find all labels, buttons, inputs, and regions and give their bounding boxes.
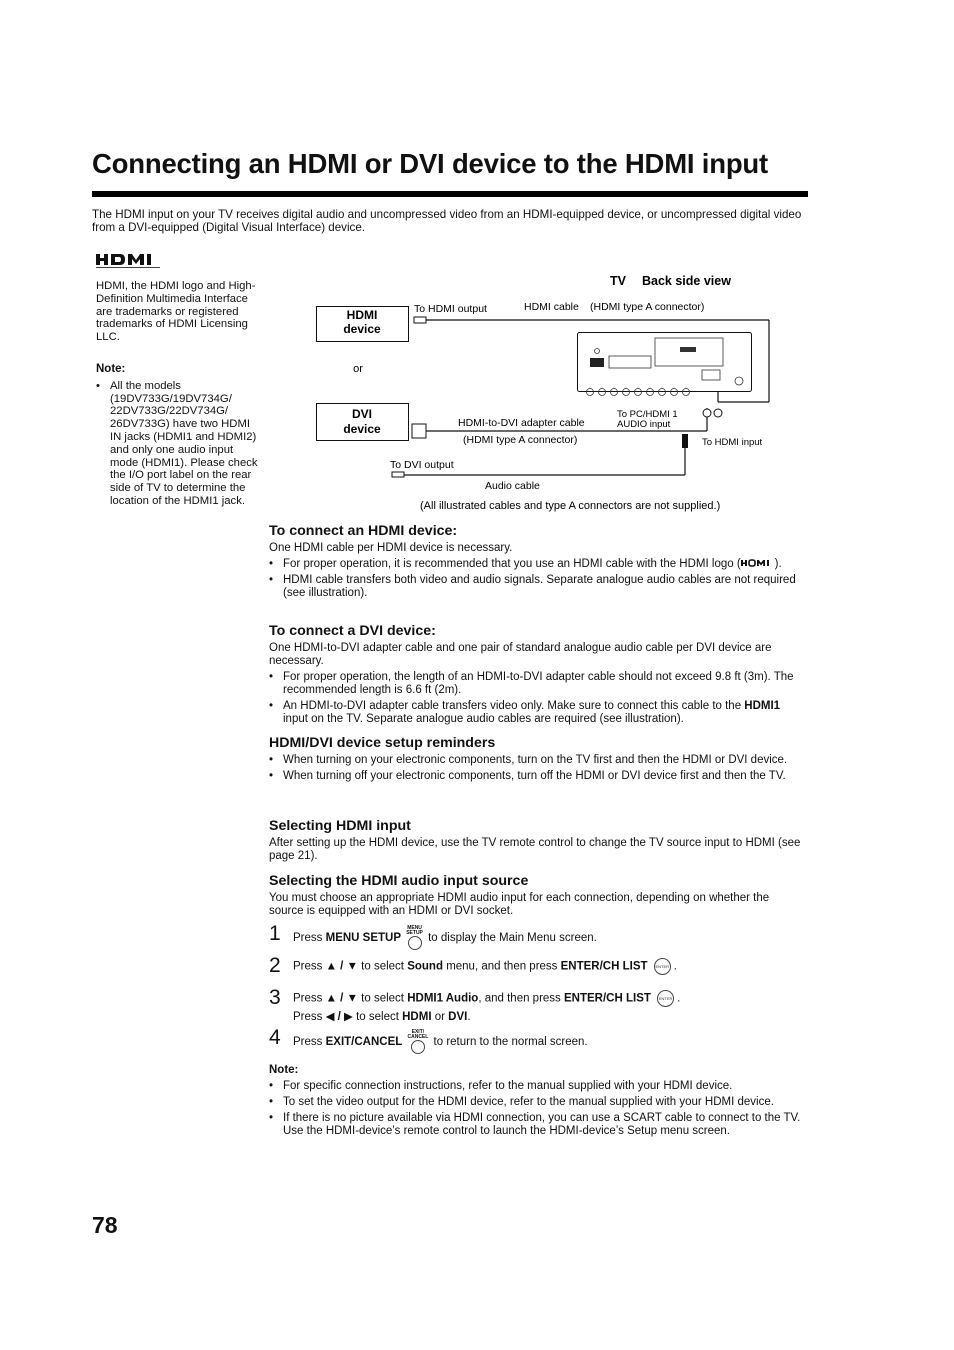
connect-dvi-bullet-1: • For proper operation, the length of an HDMI-to-DVI adapter cable should not exceed 9.8 ft (3m). The recommended length is 6.6 ft (2m). xyxy=(269,671,805,697)
step-3b-option-dvi: DVI xyxy=(448,1011,468,1023)
step-4-press: Press xyxy=(293,1036,323,1049)
step-1-button-name: MENU SETUP xyxy=(325,932,402,945)
connect-dvi-lead: One HDMI-to-DVI adapter cable and one pair of standard analogue audio cable per DVI device are necessary. xyxy=(269,642,772,667)
reminders-bullet-2: • When turning off your electronic components, turn off the HDMI or DVI device first and then the TV. xyxy=(269,770,805,783)
step-3-text xyxy=(293,990,809,1007)
bottom-note-title: Note: xyxy=(269,1064,299,1076)
step-3b-option-hdmi: HDMI xyxy=(402,1011,432,1023)
step-2-text xyxy=(293,958,809,975)
step-2 xyxy=(269,954,809,977)
enter-button-icon: ENTER xyxy=(654,958,671,975)
step-4-text xyxy=(293,1030,809,1054)
page-title: Connecting an HDMI or DVI device to the HDMI input xyxy=(92,148,768,179)
connect-dvi-section xyxy=(269,622,805,729)
to-pc-hdmi1-label-1: To PC/HDMI 1 xyxy=(617,409,678,420)
step-4 xyxy=(269,1026,809,1054)
selecting-input-text: After setting up the HDMI device, use the TV remote control to change the TV source input to HDMI (see page 21). xyxy=(269,837,801,862)
step-3-number: 3 xyxy=(269,986,281,1009)
intro-paragraph: The HDMI input on your TV receives digital audio and uncompressed video from an HDMI-equipped device, or uncompressed digital video from a DVI-equipped (Digital Visual Interface) device. xyxy=(92,208,802,234)
step-3-press: Press xyxy=(293,992,323,1005)
back-side-label: Back side view xyxy=(642,274,731,288)
hdmi-device-label-1: HDMI xyxy=(346,308,378,322)
up-down-arrow-icon: ▲ / ▼ xyxy=(325,960,358,973)
bottom-note-section xyxy=(269,1064,805,1141)
to-pc-hdmi1-label-2: AUDIO input xyxy=(617,419,671,430)
trademark-text: HDMI, the HDMI logo and High-Definition Multimedia Interface are trademarks or registered trademarks of HDMI Licensing LLC. xyxy=(96,280,256,344)
step-2-mid-1: to select xyxy=(361,960,404,973)
enter-button-icon: ENTER xyxy=(657,990,674,1007)
step-3b-press: Press xyxy=(293,1011,323,1023)
diagram-footnote: (All illustrated cables and type A connectors are not supplied.) xyxy=(420,500,721,512)
to-hdmi-input-label: To HDMI input xyxy=(702,437,763,448)
audio-source-heading: Selecting the HDMI audio input source xyxy=(269,873,529,889)
step-3 xyxy=(269,986,809,1025)
step-2-menu-name: Sound xyxy=(407,960,443,973)
step-3-mid-2: , and then press xyxy=(478,992,561,1005)
step-3-subtext xyxy=(293,1009,809,1025)
hdmi-logo xyxy=(96,252,164,272)
step-3-item-name: HDMI1 Audio xyxy=(407,992,479,1005)
step-4-button-name: EXIT/CANCEL xyxy=(325,1036,403,1049)
menu-icon-caption-1: MENU xyxy=(407,925,422,931)
step-1 xyxy=(269,922,809,950)
dvi-connector-plug xyxy=(412,424,426,438)
step-3b-mid: to select xyxy=(356,1011,399,1023)
step-2-end: . xyxy=(673,960,677,973)
step-4-number: 4 xyxy=(269,1026,281,1049)
menu-setup-button-icon xyxy=(406,926,423,950)
or-label: or xyxy=(353,363,363,375)
connect-hdmi-heading: To connect an HDMI device: xyxy=(269,523,458,539)
hdmi-inline-logo-icon xyxy=(741,559,775,568)
connect-dvi-bullet-2-bold: HDMI1 xyxy=(744,700,781,712)
step-1-text xyxy=(293,926,809,950)
connect-hdmi-bullet-1-text: For proper operation, it is recommended that you use an HDMI cable with the HDMI logo ( xyxy=(283,558,741,570)
audio-source-section xyxy=(269,872,805,918)
step-1-rest: to display the Main Menu screen. xyxy=(428,932,597,945)
connect-dvi-bullet-2-post: input on the TV. Separate analogue audio cables are required (see illustration). xyxy=(283,713,684,725)
exit-icon-caption-1: EXIT/ xyxy=(411,1029,425,1035)
step-3-end: . xyxy=(677,992,681,1005)
step-1-number: 1 xyxy=(269,922,281,945)
audio-cable-label: Audio cable xyxy=(485,480,540,492)
connect-hdmi-bullet-2: • HDMI cable transfers both video and audio signals. Separate analogue audio cables are not required (see illustration). xyxy=(269,574,805,600)
connect-hdmi-bullet-1 xyxy=(269,558,805,571)
reminders-heading: HDMI/DVI device setup reminders xyxy=(269,735,496,751)
sidebar-note xyxy=(96,363,258,508)
audio-jack-right xyxy=(714,409,722,417)
up-down-arrow-icon: ▲ / ▼ xyxy=(325,992,358,1005)
hdmi-type-a-label-2: (HDMI type A connector) xyxy=(463,434,578,446)
step-3b-end: . xyxy=(467,1011,471,1023)
exit-icon-caption-2: CANCEL xyxy=(407,1034,429,1040)
connect-dvi-bullet-2 xyxy=(269,700,805,726)
hdmi-to-dvi-cable-label: HDMI-to-DVI adapter cable xyxy=(458,417,585,429)
hdmi-cable-label: HDMI cable xyxy=(524,301,579,313)
reminders-section xyxy=(269,734,805,786)
hdmi-type-a-label-1: (HDMI type A connector) xyxy=(590,301,705,313)
step-2-press: Press xyxy=(293,960,323,973)
dvi-device-label-2: device xyxy=(343,422,381,436)
step-4-rest: to return to the normal screen. xyxy=(433,1036,588,1049)
step-2-mid-2: menu, and then press xyxy=(446,960,558,973)
audio-jack-left xyxy=(703,409,711,417)
audio-cable-rca-plug xyxy=(682,434,688,448)
connect-dvi-heading: To connect a DVI device: xyxy=(269,623,436,639)
step-3-mid-1: to select xyxy=(361,992,404,1005)
hdmi-device-label-2: device xyxy=(343,322,381,336)
step-1-press: Press xyxy=(293,932,323,945)
reminders-bullet-1: • When turning on your electronic components, turn on the TV first and then the HDMI or DVI device. xyxy=(269,754,805,767)
to-dvi-output-label: To DVI output xyxy=(390,459,454,471)
bottom-note-item-1: • For specific connection instructions, refer to the manual supplied with your HDMI device. xyxy=(269,1080,805,1093)
step-2-number: 2 xyxy=(269,954,281,977)
selecting-input-section xyxy=(269,817,805,863)
step-3b-or: or xyxy=(434,1011,445,1023)
tv-panel-port-a xyxy=(590,358,604,367)
connect-hdmi-bullet-1-end: ). xyxy=(774,558,782,570)
connect-hdmi-section xyxy=(269,522,805,603)
menu-icon-caption-2: SETUP xyxy=(406,930,423,936)
title-underline xyxy=(92,191,808,197)
audio-source-text: You must choose an appropriate HDMI audio input for each connection, depending on whether the source is equipped with an HDMI or DVI socket. xyxy=(269,892,770,917)
bottom-note-item-3: • If there is no picture available via HDMI connection, you can use a SCART cable to connect to the TV. Use the HDMI-device’s remote control to launch the HDMI-device’s Setup menu screen. xyxy=(269,1112,805,1138)
tv-panel-hdmi-tag xyxy=(680,347,696,352)
bottom-note-item-2: • To set the video output for the HDMI device, refer to the manual supplied with your HDMI device. xyxy=(269,1096,805,1109)
connection-diagram xyxy=(300,268,800,520)
connect-dvi-bullet-2-pre: An HDMI-to-DVI adapter cable transfers video only. Make sure to connect this cable to the xyxy=(283,700,742,712)
hdmi-connector-plug xyxy=(414,317,426,323)
selecting-input-heading: Selecting HDMI input xyxy=(269,818,411,834)
tv-label: TV xyxy=(610,274,626,288)
audio-cable-plug xyxy=(392,472,404,477)
exit-cancel-button-icon xyxy=(407,1030,428,1054)
step-3-button-name: ENTER/CH LIST xyxy=(564,992,651,1005)
page-number: 78 xyxy=(92,1212,118,1238)
dvi-device-label-1: DVI xyxy=(351,407,373,421)
hdmi-logo-graphic xyxy=(96,252,164,272)
to-hdmi-output-label: To HDMI output xyxy=(414,303,487,315)
left-right-arrow-icon: ◀ / ▶ xyxy=(325,1011,353,1023)
sidebar-note-title: Note: xyxy=(96,363,126,375)
step-2-button-name: ENTER/CH LIST xyxy=(560,960,648,973)
connect-hdmi-lead: One HDMI cable per HDMI device is necessary. xyxy=(269,542,513,554)
sidebar-note-item: • All the models (19DV733G/19DV734G/ 22DV733G/22DV734G/ 26DV733G) have two HDMI IN jacks (HDMI1 and HDMI2) and only one audio input mode (HDMI1). Please check the I/O port label on the rear side of TV to determine the location of the HDMI1 jack. xyxy=(96,380,258,508)
